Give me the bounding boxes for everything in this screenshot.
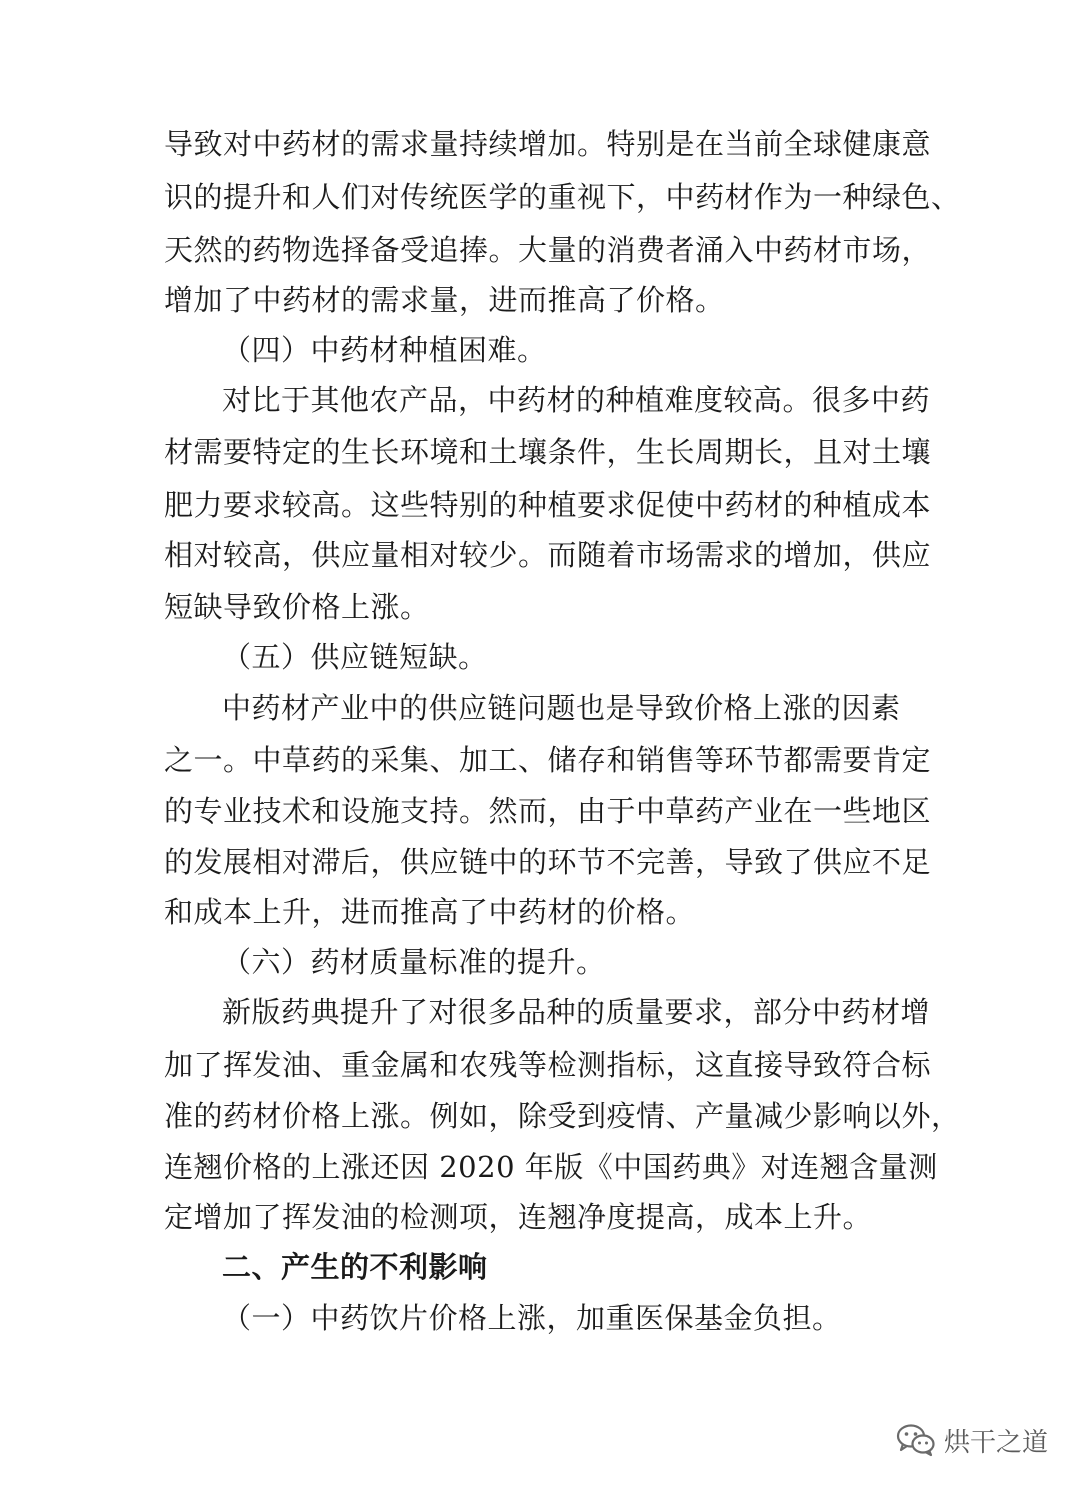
- subheading-four: （四）中药材种植困难。: [222, 333, 547, 367]
- text-line: 定增加了挥发油的检测项，连翘净度提高，成本上升。: [164, 1200, 873, 1234]
- text-line: 中药材产业中的供应链问题也是导致价格上涨的因素: [222, 691, 901, 725]
- text-line: 和成本上升，进而推高了中药材的价格。: [164, 895, 696, 929]
- text-line: 增加了中药材的需求量，进而推高了价格。: [164, 283, 725, 317]
- text-line: 识的提升和人们对传统医学的重视下，中药材作为一种绿色、: [164, 180, 961, 214]
- text-line: 导致对中药材的需求量持续增加。特别是在当前全球健康意: [164, 127, 932, 161]
- text-line: 相对较高，供应量相对较少。而随着市场需求的增加，供应: [164, 538, 932, 572]
- subheading-six: （六）药材质量标准的提升。: [222, 945, 606, 979]
- wechat-icon: [896, 1423, 936, 1457]
- text-line: 对比于其他农产品，中药材的种植难度较高。很多中药: [222, 383, 931, 417]
- text-line: 材需要特定的生长环境和土壤条件，生长周期长，且对土壤: [164, 435, 932, 469]
- text-line: 连翘价格的上涨还因 2020 年版《中国药典》对连翘含量测: [164, 1150, 938, 1184]
- text-line: 新版药典提升了对很多品种的质量要求，部分中药材增: [222, 995, 931, 1029]
- text-line: 短缺导致价格上涨。: [164, 590, 430, 624]
- text-line: 的发展相对滞后，供应链中的环节不完善，导致了供应不足: [164, 845, 932, 879]
- text-line: 肥力要求较高。这些特别的种植要求促使中药材的种植成本: [164, 488, 932, 522]
- text-line: 的专业技术和设施支持。然而，由于中草药产业在一些地区: [164, 794, 932, 828]
- watermark: [896, 1418, 1048, 1462]
- subheading-one: （一）中药饮片价格上涨，加重医保基金负担。: [222, 1301, 842, 1335]
- text-line: 准的药材价格上涨。例如，除受到疫情、产量减少影响以外，: [164, 1099, 961, 1133]
- text-line: 之一。中草药的采集、加工、储存和销售等环节都需要肯定: [164, 743, 932, 777]
- section-heading: 二、产生的不利影响: [222, 1250, 488, 1284]
- text-line: 加了挥发油、重金属和农残等检测指标，这直接导致符合标: [164, 1048, 932, 1082]
- watermark-text: 烘干之道: [944, 1427, 1049, 1458]
- subheading-five: （五）供应链短缺。: [222, 640, 488, 674]
- text-line: 天然的药物选择备受追捧。大量的消费者涌入中药材市场，: [164, 233, 932, 267]
